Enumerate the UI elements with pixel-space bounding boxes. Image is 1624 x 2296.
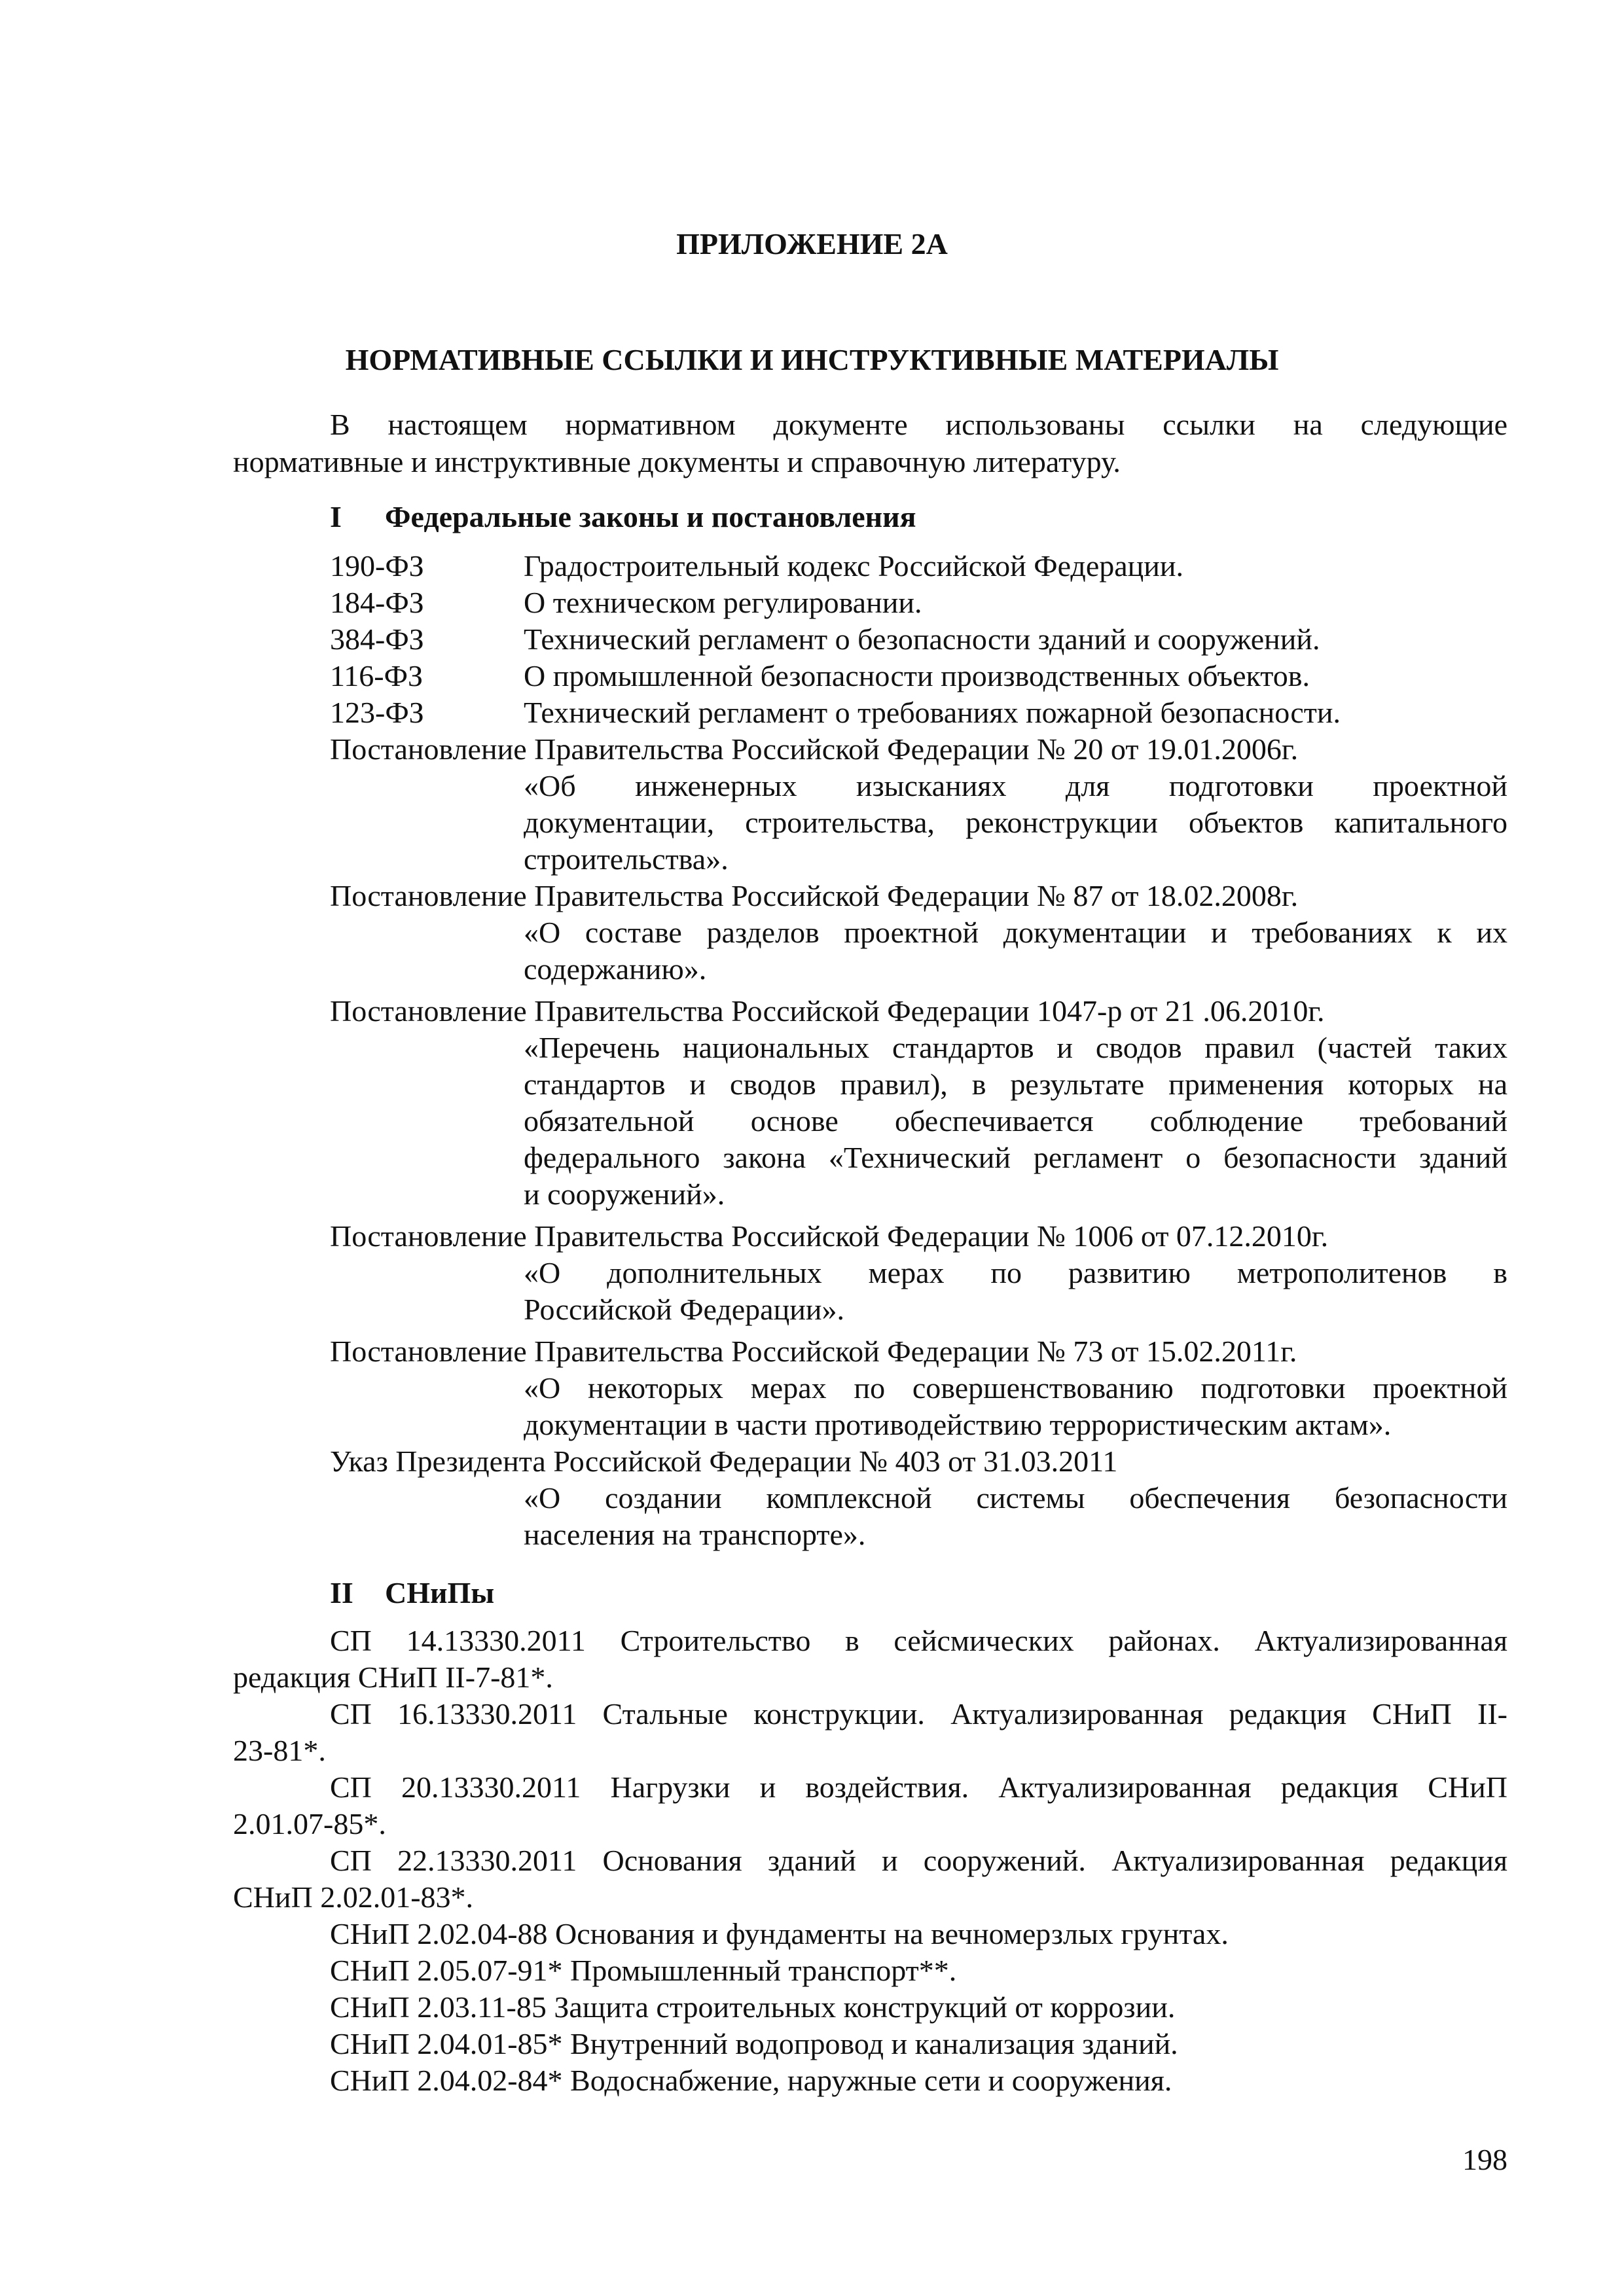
intro-line-1: В настоящем нормативном документе использованы ссылки на следующие bbox=[330, 408, 1507, 441]
decree-title: Постановление Правительства Российской Федерации № 20 от 19.01.2006г. bbox=[330, 732, 1299, 766]
decree-text-line: «О создании комплексной системы обеспечения безопасности bbox=[524, 1481, 1507, 1515]
decree-text-line: Российской Федерации». bbox=[524, 1293, 844, 1326]
decree-text-line: «Перечень национальных стандартов и сводов правил (частей таких bbox=[524, 1031, 1507, 1064]
decree-text-line: документации, строительства, реконструкции объектов капитального bbox=[524, 806, 1507, 839]
decree-text-line: населения на транспорте». bbox=[524, 1518, 866, 1551]
decree-text-line: стандартов и сводов правил), в результате применения которых на bbox=[524, 1067, 1507, 1101]
decree-title: Постановление Правительства Российской Федерации № 73 от 15.02.2011г. bbox=[330, 1335, 1297, 1368]
law-text: О промышленной безопасности производственных объектов. bbox=[524, 659, 1310, 692]
snip-item-line: СНиП 2.05.07-91* Промышленный транспорт**. bbox=[330, 1954, 957, 1987]
decree-text-line: документации в части противодействию террористическим актам». bbox=[524, 1408, 1392, 1441]
law-code: 384-ФЗ bbox=[330, 622, 424, 656]
decree-text-line: «О некоторых мерах по совершенствованию подготовки проектной bbox=[524, 1371, 1507, 1405]
section-1-number: I bbox=[330, 500, 342, 533]
snip-item-line: СНиП 2.04.01-85* Внутренний водопровод и канализация зданий. bbox=[330, 2027, 1178, 2060]
snip-item-line: СП 20.13330.2011 Нагрузки и воздействия. Актуализированная редакция СНиП bbox=[330, 1770, 1507, 1804]
snip-item-line: СНиП 2.04.02-84* Водоснабжение, наружные сети и сооружения. bbox=[330, 2064, 1172, 2097]
decree-title: Постановление Правительства Российской Федерации 1047-р от 21 .06.2010г. bbox=[330, 994, 1325, 1028]
law-code: 116-ФЗ bbox=[330, 659, 423, 692]
snip-item-line: СП 22.13330.2011 Основания зданий и сооружений. Актуализированная редакция bbox=[330, 1844, 1507, 1877]
law-text: Технический регламент о безопасности зданий и сооружений. bbox=[524, 622, 1320, 656]
page-number: 198 bbox=[1462, 2143, 1507, 2176]
intro-line-2: нормативные и инструктивные документы и справочную литературу. bbox=[233, 445, 1121, 478]
decree-text-line: и сооружений». bbox=[524, 1177, 725, 1211]
snip-item-line: СП 16.13330.2011 Стальные конструкции. Актуализированная редакция СНиП II- bbox=[330, 1697, 1507, 1731]
section-1-title: Федеральные законы и постановления bbox=[385, 500, 916, 533]
snip-item-line: СНиП 2.02.04-88 Основания и фундаменты на вечномерзлых грунтах. bbox=[330, 1917, 1229, 1950]
decree-title: Постановление Правительства Российской Федерации № 87 от 18.02.2008г. bbox=[330, 879, 1299, 912]
snip-item-line: 2.01.07-85*. bbox=[233, 1807, 386, 1840]
appendix-title: ПРИЛОЖЕНИЕ 2А bbox=[676, 227, 948, 260]
law-text: О техническом регулировании. bbox=[524, 586, 922, 619]
section-2-number: II bbox=[330, 1576, 353, 1609]
section-2-title: СНиПы bbox=[385, 1576, 495, 1609]
snip-item-line: СНиП 2.03.11-85 Защита строительных конструкций от коррозии. bbox=[330, 1990, 1176, 2024]
snip-item-line: СНиП 2.02.01-83*. bbox=[233, 1880, 474, 1914]
decree-text-line: федерального закона «Технический регламент о безопасности зданий bbox=[524, 1141, 1507, 1174]
decree-text-line: «О дополнительных мерах по развитию метрополитенов в bbox=[524, 1256, 1507, 1289]
law-code: 190-ФЗ bbox=[330, 549, 424, 583]
decree-title: Указ Президента Российской Федерации № 403 от 31.03.2011 bbox=[330, 1444, 1118, 1478]
decree-text-line: «О составе разделов проектной документации и требованиях к их bbox=[524, 916, 1507, 949]
decree-text-line: «Об инженерных изысканиях для подготовки проектной bbox=[524, 769, 1507, 802]
snip-item-line: редакция СНиП II-7-81*. bbox=[233, 1660, 553, 1694]
decree-text-line: обязательной основе обеспечивается соблюдение требований bbox=[524, 1104, 1507, 1138]
law-text: Градостроительный кодекс Российской Федерации. bbox=[524, 549, 1184, 583]
decree-text-line: строительства». bbox=[524, 842, 729, 876]
decree-title: Постановление Правительства Российской Федерации № 1006 от 07.12.2010г. bbox=[330, 1219, 1329, 1253]
section-title: НОРМАТИВНЫЕ ССЫЛКИ И ИНСТРУКТИВНЫЕ МАТЕРИАЛЫ bbox=[345, 343, 1279, 376]
law-text: Технический регламент о требованиях пожарной безопасности. bbox=[524, 696, 1341, 729]
snip-item-line: СП 14.13330.2011 Строительство в сейсмических районах. Актуализированная bbox=[330, 1624, 1507, 1657]
law-code: 184-ФЗ bbox=[330, 586, 424, 619]
snip-item-line: 23-81*. bbox=[233, 1734, 326, 1767]
law-code: 123-ФЗ bbox=[330, 696, 424, 729]
decree-text-line: содержанию». bbox=[524, 952, 707, 986]
